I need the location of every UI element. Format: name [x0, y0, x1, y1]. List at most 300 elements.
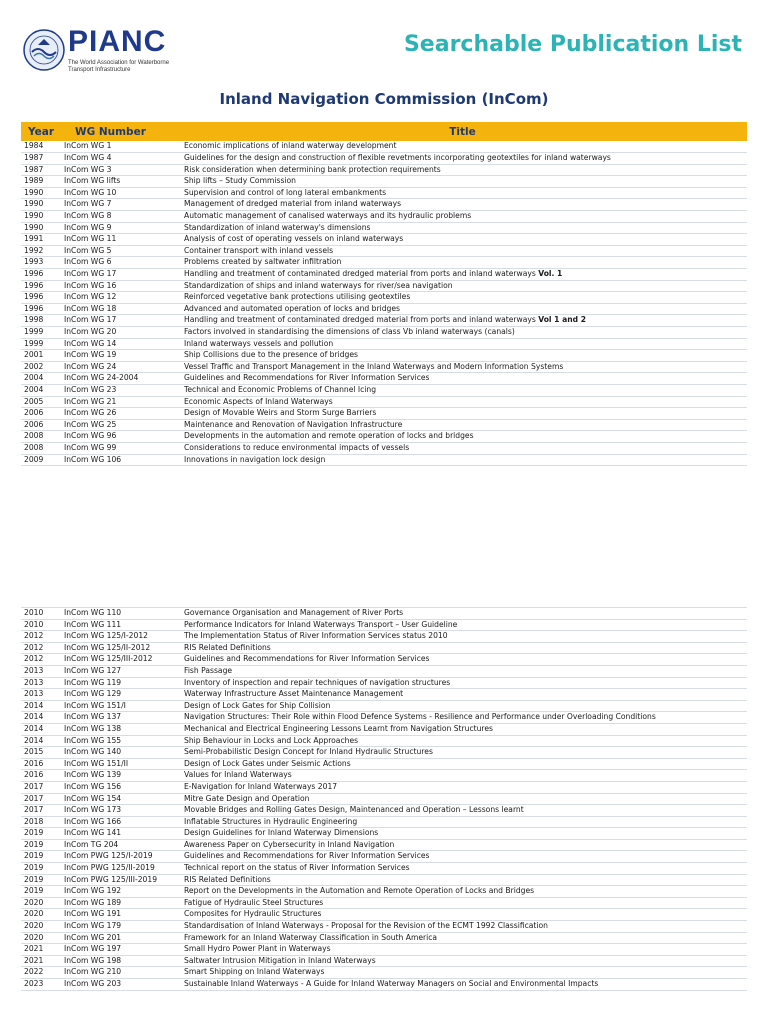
cell-title [178, 269, 747, 281]
cell-wg-number-text: InCom WG 19 [64, 350, 117, 360]
cell-wg-number-text: InCom WG 24 [64, 361, 117, 371]
cell-title-text: Supervision and control of long lateral embankments [184, 187, 387, 197]
cell-title-text: Considerations to reduce environmental impacts of vessels [184, 442, 410, 452]
cell-wg-number [61, 619, 178, 631]
cell-wg-number [61, 955, 178, 967]
cell-wg-number [61, 770, 178, 782]
cell-title [178, 793, 747, 805]
cell-year [21, 654, 61, 666]
cell-title-text: Inventory of inspection and repair techniques of navigation structures [184, 677, 451, 687]
cell-year-text: 2017 [24, 793, 44, 803]
cell-year [21, 187, 61, 199]
cell-title-text: Mitre Gate Design and Operation [184, 793, 310, 803]
cell-year [21, 747, 61, 759]
cell-title [178, 828, 747, 840]
cell-year [21, 327, 61, 339]
cell-year-text: 2020 [24, 932, 44, 942]
cell-year [21, 932, 61, 944]
cell-wg-number-text: InCom TG 204 [64, 839, 119, 849]
cell-year [21, 257, 61, 269]
cell-year [21, 619, 61, 631]
cell-wg-number-text: InCom WG 23 [64, 384, 117, 394]
table-row [21, 712, 747, 724]
cell-title [178, 932, 747, 944]
cell-year [21, 723, 61, 735]
cell-title [178, 944, 747, 956]
cell-year [21, 199, 61, 211]
cell-title-text: Mechanical and Electrical Engineering Lessons Learnt from Navigation Structures [184, 723, 493, 733]
cell-title-text: Handling and treatment of contaminated dredged material from ports and inland waterways [184, 269, 539, 279]
cell-wg-number [61, 454, 178, 466]
cell-title-text: Report on the Developments in the Automation and Remote Operation of Locks and Bridges [184, 886, 535, 896]
cell-title [178, 700, 747, 712]
cell-title-text: Performance Indicators for Inland Waterways Transport – User Guideline [184, 619, 458, 629]
cell-title [178, 315, 747, 327]
cell-year [21, 608, 61, 620]
cell-title-text: Developments in the automation and remote operation of locks and bridges [184, 431, 474, 441]
table-body [21, 141, 747, 466]
cell-wg-number-text: InCom WG 154 [64, 793, 122, 803]
cell-wg-number-text: InCom WG 166 [64, 816, 122, 826]
cell-wg-number [61, 979, 178, 991]
cell-year [21, 222, 61, 234]
cell-title [178, 758, 747, 770]
cell-wg-number-text: InCom WG 140 [64, 747, 122, 757]
cell-year-text: 2020 [24, 909, 44, 919]
cell-year [21, 828, 61, 840]
cell-title-text: Standardization of inland waterway's dimensions [184, 222, 371, 232]
cell-wg-number [61, 932, 178, 944]
cell-title-text: Reinforced vegetative bank protections utilising geotextiles [184, 292, 411, 302]
cell-title-text: Factors involved in standardising the dimensions of class Vb inland waterways (canals) [184, 327, 515, 336]
logo-tagline: The World Association for Waterborne Transport Infrastructure [68, 60, 170, 73]
cell-year-text: 2001 [24, 350, 44, 360]
cell-wg-number [61, 851, 178, 863]
cell-year [21, 338, 61, 350]
cell-year [21, 292, 61, 304]
cell-year [21, 770, 61, 782]
table-row [21, 350, 747, 362]
cell-wg-number [61, 816, 178, 828]
table-row [21, 874, 747, 886]
cell-year [21, 886, 61, 898]
cell-title [178, 805, 747, 817]
cell-year-text: 2020 [24, 897, 44, 907]
cell-title [178, 442, 747, 454]
cell-wg-number [61, 793, 178, 805]
cell-year [21, 454, 61, 466]
cell-title [178, 338, 747, 350]
cell-wg-number [61, 396, 178, 408]
table-row [21, 292, 747, 304]
cell-year-text: 1992 [24, 245, 44, 255]
cell-title [178, 164, 747, 176]
cell-year-text: 2013 [24, 689, 44, 699]
cell-title [178, 955, 747, 967]
cell-wg-number [61, 141, 178, 153]
cell-title-text: Small Hydro Power Plant in Waterways [184, 944, 331, 954]
cell-wg-number [61, 874, 178, 886]
table-row [21, 338, 747, 350]
cell-year-text: 2013 [24, 665, 44, 675]
cell-wg-number [61, 350, 178, 362]
table-row [21, 280, 747, 292]
cell-year [21, 245, 61, 257]
cell-title [178, 408, 747, 420]
cell-title-text: Standardization of ships and inland waterways for river/sea navigation [184, 280, 453, 290]
cell-year [21, 793, 61, 805]
cell-year [21, 967, 61, 979]
cell-wg-number-text: InCom WG 24-2004 [64, 373, 139, 383]
cell-year [21, 408, 61, 420]
cell-title [178, 723, 747, 735]
table-row [21, 257, 747, 269]
cell-wg-number-text: InCom WG lifts [64, 176, 121, 186]
table-row [21, 211, 747, 223]
table-row [21, 419, 747, 431]
table-row [21, 979, 747, 991]
cell-wg-number [61, 781, 178, 793]
cell-wg-number [61, 234, 178, 246]
table-row [21, 700, 747, 712]
table-row [21, 164, 747, 176]
cell-wg-number-text: InCom WG 16 [64, 280, 117, 290]
table-row [21, 327, 747, 339]
table-row [21, 932, 747, 944]
cell-year-text: 2009 [24, 454, 44, 464]
cell-year [21, 153, 61, 165]
cell-title-text: Standardisation of Inland Waterways - Proposal for the Revision of the ECMT 1992 Classification [184, 921, 548, 931]
cell-title-text: Saltwater Intrusion Mitigation in Inland Waterways [184, 955, 376, 965]
cell-wg-number [61, 689, 178, 701]
cell-year [21, 665, 61, 677]
cell-wg-number-text: InCom WG 106 [64, 454, 122, 464]
cell-title-text: Inflatable Structures in Hydraulic Engineering [184, 816, 358, 826]
cell-title [178, 327, 747, 339]
table-row [21, 153, 747, 165]
cell-wg-number [61, 642, 178, 654]
table-row [21, 431, 747, 443]
cell-title-text: Smart Shipping on Inland Waterways [184, 967, 325, 977]
cell-wg-number-text: InCom WG 17 [64, 269, 117, 279]
publication-table-1 [21, 122, 747, 466]
cell-title-text: Economic Aspects of Inland Waterways [184, 396, 333, 406]
cell-year-text: 1984 [24, 141, 44, 151]
cell-title-text: The Implementation Status of River Information Services status 2010 [184, 631, 448, 641]
cell-wg-number-text: InCom WG 156 [64, 781, 122, 791]
cell-wg-number-text: InCom WG 6 [64, 257, 112, 267]
cell-year-text: 2019 [24, 863, 44, 873]
cell-year-text: 1990 [24, 211, 44, 221]
table-row [21, 816, 747, 828]
cell-year [21, 897, 61, 909]
cell-title-text: RIS Related Definitions [184, 642, 271, 652]
cell-year-text: 2013 [24, 677, 44, 687]
cell-year [21, 234, 61, 246]
cell-wg-number [61, 257, 178, 269]
cell-title-text: Guidelines and Recommendations for River Information Services [184, 851, 430, 861]
cell-wg-number [61, 665, 178, 677]
cell-title [178, 747, 747, 759]
cell-year-text: 2021 [24, 955, 44, 965]
cell-year [21, 373, 61, 385]
cell-year [21, 677, 61, 689]
cell-wg-number [61, 176, 178, 188]
pianc-globe-logo-icon [22, 28, 66, 72]
cell-wg-number-text: InCom PWG 125/II-2019 [64, 863, 155, 873]
cell-year-text: 2019 [24, 874, 44, 884]
cell-year-text: 2005 [24, 396, 44, 406]
cell-year [21, 211, 61, 223]
cell-wg-number-text: InCom WG 1 [64, 141, 112, 151]
cell-wg-number-text: InCom WG 125/II-2012 [64, 642, 151, 652]
cell-wg-number [61, 723, 178, 735]
cell-title-text: Governance Organisation and Management of River Ports [184, 608, 404, 617]
cell-year-text: 2010 [24, 619, 44, 629]
cell-title [178, 863, 747, 875]
table-row [21, 396, 747, 408]
cell-title [178, 886, 747, 898]
cell-title [178, 642, 747, 654]
table-row [21, 384, 747, 396]
cell-year-text: 2008 [24, 442, 44, 452]
cell-wg-number [61, 315, 178, 327]
cell-wg-number-text: InCom WG 9 [64, 222, 112, 232]
table-row [21, 747, 747, 759]
cell-year-text: 2020 [24, 921, 44, 931]
table-row [21, 723, 747, 735]
table-row [21, 909, 747, 921]
cell-wg-number [61, 700, 178, 712]
cell-year-text: 2017 [24, 805, 44, 815]
cell-title-text: Framework for an Inland Waterway Classification in South America [184, 932, 438, 942]
cell-wg-number-text: InCom WG 191 [64, 909, 122, 919]
cell-title-text: Sustainable Inland Waterways - A Guide for Inland Waterway Managers on Social and Environmental Impacts [184, 979, 599, 988]
cell-year [21, 955, 61, 967]
cell-year [21, 361, 61, 373]
cell-year [21, 164, 61, 176]
cell-year [21, 805, 61, 817]
cell-title [178, 245, 747, 257]
cell-year [21, 141, 61, 153]
cell-title-text: Awareness Paper on Cybersecurity in Inland Navigation [184, 839, 395, 849]
cell-wg-number [61, 839, 178, 851]
cell-wg-number-text: InCom WG 99 [64, 442, 117, 452]
cell-title [178, 689, 747, 701]
cell-wg-number-text: InCom WG 197 [64, 944, 122, 954]
cell-title [178, 677, 747, 689]
cell-title [178, 897, 747, 909]
cell-wg-number-text: InCom WG 179 [64, 921, 122, 931]
column-header-wg-number: WG Number [61, 122, 178, 141]
cell-wg-number-text: InCom WG 129 [64, 689, 122, 699]
table-row [21, 654, 747, 666]
cell-year-text: 2002 [24, 361, 44, 371]
cell-title [178, 654, 747, 666]
cell-year [21, 396, 61, 408]
cell-wg-number [61, 442, 178, 454]
cell-year [21, 419, 61, 431]
table-row [21, 897, 747, 909]
table-row [21, 805, 747, 817]
cell-year-text: 2019 [24, 851, 44, 861]
cell-year [21, 979, 61, 991]
cell-title [178, 735, 747, 747]
cell-title [178, 419, 747, 431]
table-row [21, 303, 747, 315]
pianc-logo [22, 25, 192, 80]
cell-year-text: 2014 [24, 712, 44, 722]
cell-wg-number [61, 269, 178, 281]
cell-title-text: Fish Passage [184, 665, 233, 675]
cell-year [21, 758, 61, 770]
cell-title-text: Handling and treatment of contaminated dredged material from ports and inland waterways [184, 315, 539, 325]
section-title: Inland Navigation Commission (InCom) [219, 90, 549, 108]
cell-wg-number [61, 828, 178, 840]
cell-wg-number [61, 303, 178, 315]
cell-title [178, 816, 747, 828]
cell-year [21, 944, 61, 956]
cell-wg-number-text: InCom WG 4 [64, 153, 112, 163]
cell-wg-number-text: InCom PWG 125/I-2019 [64, 851, 153, 861]
cell-wg-number [61, 735, 178, 747]
table-row [21, 967, 747, 979]
cell-title [178, 257, 747, 269]
cell-year [21, 269, 61, 281]
cell-wg-number [61, 419, 178, 431]
cell-year-text: 1996 [24, 303, 44, 313]
cell-wg-number-text: InCom WG 18 [64, 303, 117, 313]
table-row [21, 222, 747, 234]
cell-year-text: 2012 [24, 631, 44, 641]
cell-title-text: Analysis of cost of operating vessels on inland waterways [184, 234, 404, 244]
cell-title-text: Inland waterways vessels and pollution [184, 338, 334, 348]
cell-title [178, 384, 747, 396]
cell-title [178, 234, 747, 246]
cell-wg-number-text: InCom WG 96 [64, 431, 117, 441]
cell-wg-number [61, 153, 178, 165]
cell-year-text: 1990 [24, 222, 44, 232]
cell-wg-number-text: InCom WG 7 [64, 199, 112, 209]
table-row [21, 408, 747, 420]
publication-table-2 [21, 607, 747, 991]
table-row [21, 955, 747, 967]
cell-year [21, 735, 61, 747]
cell-year-text: 2006 [24, 408, 44, 418]
cell-title [178, 712, 747, 724]
cell-wg-number [61, 280, 178, 292]
cell-title-text: Advanced and automated operation of locks and bridges [184, 303, 400, 313]
cell-wg-number [61, 245, 178, 257]
cell-wg-number-text: InCom WG 5 [64, 245, 112, 255]
table-row [21, 839, 747, 851]
cell-year-text: 2006 [24, 419, 44, 429]
cell-wg-number [61, 886, 178, 898]
cell-year-text: 2014 [24, 723, 44, 733]
table-row [21, 689, 747, 701]
cell-year [21, 280, 61, 292]
table-row [21, 770, 747, 782]
cell-title [178, 781, 747, 793]
cell-title [178, 979, 747, 991]
cell-year-text: 2016 [24, 758, 44, 768]
cell-wg-number [61, 384, 178, 396]
cell-title-text: Technical report on the status of River Information Services [184, 863, 410, 873]
cell-title-text: Composites for Hydraulic Structures [184, 909, 322, 919]
table-row [21, 944, 747, 956]
cell-year [21, 176, 61, 188]
cell-wg-number-text: InCom WG 8 [64, 211, 112, 221]
cell-title-text: Guidelines and Recommendations for River Information Services [184, 654, 430, 664]
cell-wg-number-text: InCom WG 125/I-2012 [64, 631, 148, 641]
volume-label: Vol. 1 [538, 269, 563, 279]
cell-wg-number [61, 677, 178, 689]
cell-wg-number-text: InCom WG 138 [64, 723, 122, 733]
table-row [21, 373, 747, 385]
cell-title [178, 874, 747, 886]
cell-wg-number [61, 164, 178, 176]
cell-title-text: Ship Behaviour in Locks and Lock Approaches [184, 735, 359, 745]
table-row [21, 921, 747, 933]
cell-year-text: 2019 [24, 839, 44, 849]
cell-title-text: Management of dredged material from inland waterways [184, 199, 402, 209]
cell-wg-number [61, 187, 178, 199]
cell-wg-number-text: InCom WG 21 [64, 396, 117, 406]
cell-year-text: 1999 [24, 338, 44, 348]
table-row [21, 199, 747, 211]
cell-title [178, 141, 747, 153]
cell-wg-number-text: InCom WG 110 [64, 608, 122, 617]
cell-year-text: 1989 [24, 176, 44, 186]
cell-title [178, 631, 747, 643]
cell-year [21, 700, 61, 712]
cell-year [21, 921, 61, 933]
cell-year-text: 2008 [24, 431, 44, 441]
cell-year-text: 1996 [24, 292, 44, 302]
cell-year [21, 851, 61, 863]
cell-title [178, 199, 747, 211]
cell-year [21, 863, 61, 875]
cell-wg-number [61, 408, 178, 420]
cell-title-text: E-Navigation for Inland Waterways 2017 [184, 781, 338, 791]
cell-title-text: Design of Movable Weirs and Storm Surge Barriers [184, 408, 377, 418]
cell-wg-number [61, 431, 178, 443]
cell-wg-number [61, 292, 178, 304]
cell-wg-number [61, 747, 178, 759]
cell-title-text: Design of Lock Gates for Ship Collision [184, 700, 331, 710]
cell-wg-number-text: InCom PWG 125/III-2019 [64, 874, 158, 884]
cell-wg-number [61, 373, 178, 385]
table-row [21, 361, 747, 373]
cell-wg-number [61, 909, 178, 921]
cell-year [21, 384, 61, 396]
cell-title [178, 431, 747, 443]
cell-year-text: 2018 [24, 816, 44, 826]
cell-wg-number [61, 222, 178, 234]
cell-year-text: 1998 [24, 315, 44, 325]
cell-wg-number-text: InCom WG 11 [64, 234, 117, 244]
cell-year-text: 2014 [24, 700, 44, 710]
cell-wg-number-text: InCom WG 139 [64, 770, 122, 780]
cell-year [21, 909, 61, 921]
table-row [21, 665, 747, 677]
table-row [21, 141, 747, 153]
table-body [21, 608, 747, 991]
cell-title-text: Design Guidelines for Inland Waterway Dimensions [184, 828, 379, 838]
cell-year-text: 2016 [24, 770, 44, 780]
cell-wg-number [61, 758, 178, 770]
cell-wg-number-text: InCom WG 10 [64, 187, 117, 197]
